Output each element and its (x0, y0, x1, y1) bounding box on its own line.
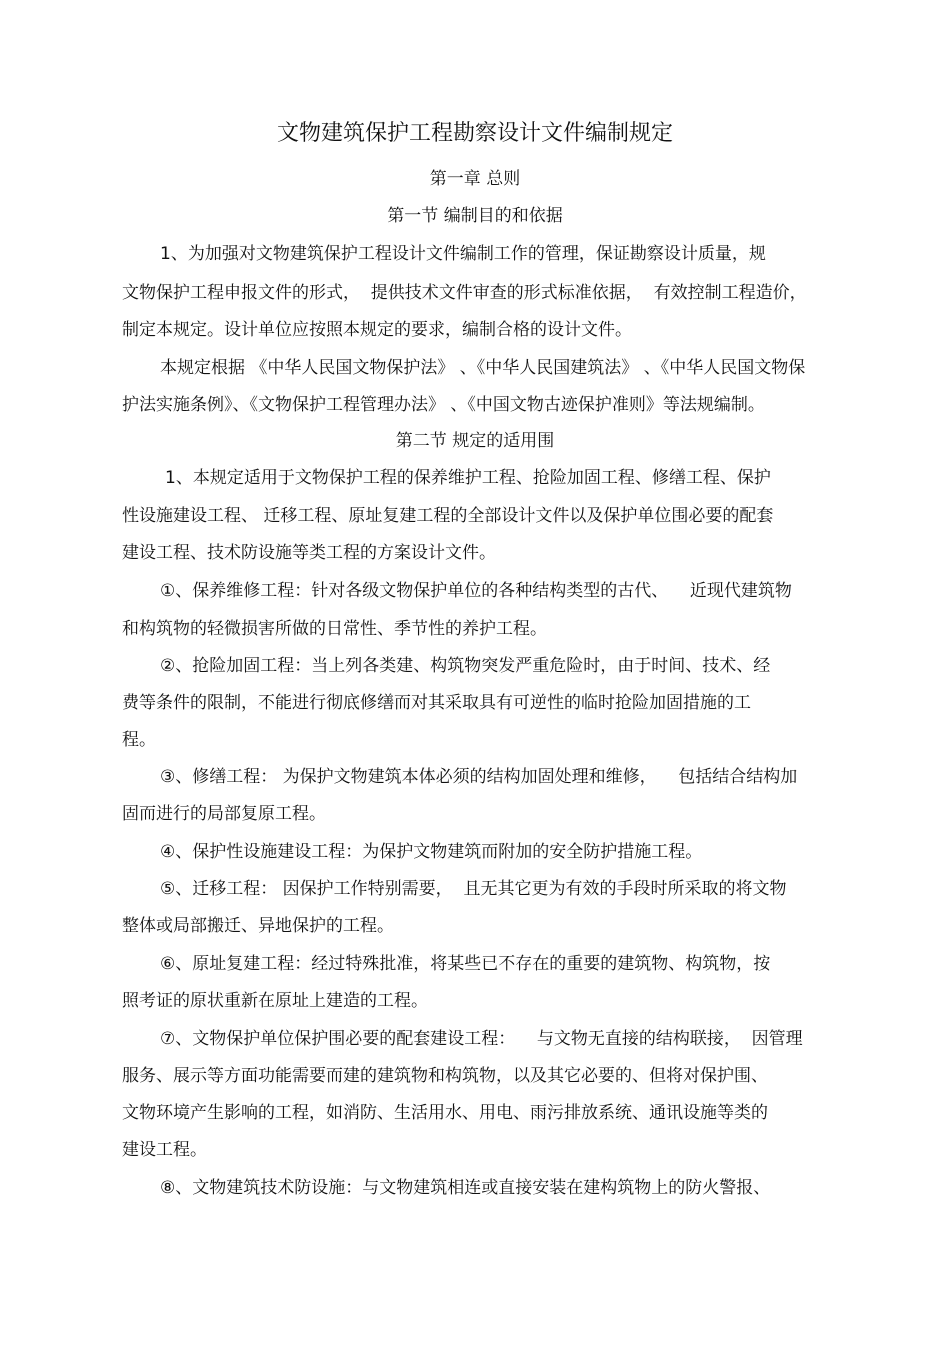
paragraph-line: 服务、展示等方面功能需要而建的建筑物和构筑物，以及其它必要的、但将对保护围、 (122, 1066, 768, 1086)
paragraph-line: 整体或局部搬迁、异地保护的工程。 (122, 916, 394, 936)
paragraph-line: ⑤、迁移工程： 因保护工作特别需要， 且无其它更为有效的手段时所采取的将文物 (160, 879, 787, 899)
paragraph-line: ①、保养维修工程：针对各级文物保护单位的各种结构类型的古代、 近现代建筑物 (160, 581, 792, 601)
paragraph-line: 本规定根据 《中华人民国文物保护法》 、《中华人民国建筑法》 、《中华人民国文物保 (160, 358, 806, 378)
paragraph-line: ②、抢险加固工程：当上列各类建、构筑物突发严重危险时，由于时间、技术、经 (160, 656, 771, 676)
paragraph-line: 1、为加强对文物建筑保护工程设计文件编制工作的管理，保证勘察设计质量，规 (160, 244, 766, 264)
paragraph-line: 文物环境产生影响的工程，如消防、生活用水、用电、雨污排放系统、通讯设施等类的 (122, 1103, 768, 1123)
paragraph-line: 照考证的原状重新在原址上建造的工程。 (122, 991, 428, 1011)
paragraph-line: 费等条件的限制，不能进行彻底修缮而对其采取具有可逆性的临时抢险加固措施的工 (122, 693, 751, 713)
paragraph-line: 和构筑物的轻微损害所做的日常性、季节性的养护工程。 (122, 619, 547, 639)
paragraph-line: ⑥、原址复建工程：经过特殊批准，将某些已不存在的重要的建筑物、构筑物，按 (160, 954, 771, 974)
paragraph-line: ⑧、文物建筑技术防设施：与文物建筑相连或直接安装在建构筑物上的防火警报、 (160, 1178, 771, 1198)
section-heading-2: 第二节 规定的适用围 (395, 431, 555, 451)
paragraph-line: 性设施建设工程、 迁移工程、原址复建工程的全部设计文件以及保护单位围必要的配套 (122, 506, 774, 526)
paragraph-line: 建设工程。 (122, 1140, 207, 1160)
paragraph-line: 1、本规定适用于文物保护工程的保养维护工程、抢险加固工程、修缮工程、保护 (165, 468, 771, 488)
document-title: 文物建筑保护工程勘察设计文件编制规定 (276, 121, 673, 146)
section-heading-1: 第一节 编制目的和依据 (387, 206, 563, 226)
paragraph-line: 护法实施条例》、《文物保护工程管理办法》 、《中国文物古迹保护准则》等法规编制。 (122, 395, 765, 415)
chapter-heading: 第一章 总则 (429, 169, 521, 189)
paragraph-line: 程。 (122, 730, 156, 750)
paragraph-line: ④、保护性设施建设工程：为保护文物建筑而附加的安全防护措施工程。 (160, 842, 703, 862)
paragraph-line: 制定本规定。设计单位应按照本规定的要求，编制合格的设计文件。 (122, 320, 632, 340)
paragraph-line: 建设工程、技术防设施等类工程的方案设计文件。 (122, 543, 496, 563)
paragraph-line: ⑦、文物保护单位保护围必要的配套建设工程： 与文物无直接的结构联接， 因管理 (160, 1029, 803, 1049)
paragraph-line: ③、修缮工程： 为保护文物建筑本体必须的结构加固处理和维修， 包括结合结构加 (160, 767, 798, 787)
paragraph-line: 文物保护工程申报文件的形式， 提供技术文件审查的形式标准依据， 有效控制工程造价， (122, 283, 807, 303)
paragraph-line: 固而进行的局部复原工程。 (122, 804, 326, 824)
